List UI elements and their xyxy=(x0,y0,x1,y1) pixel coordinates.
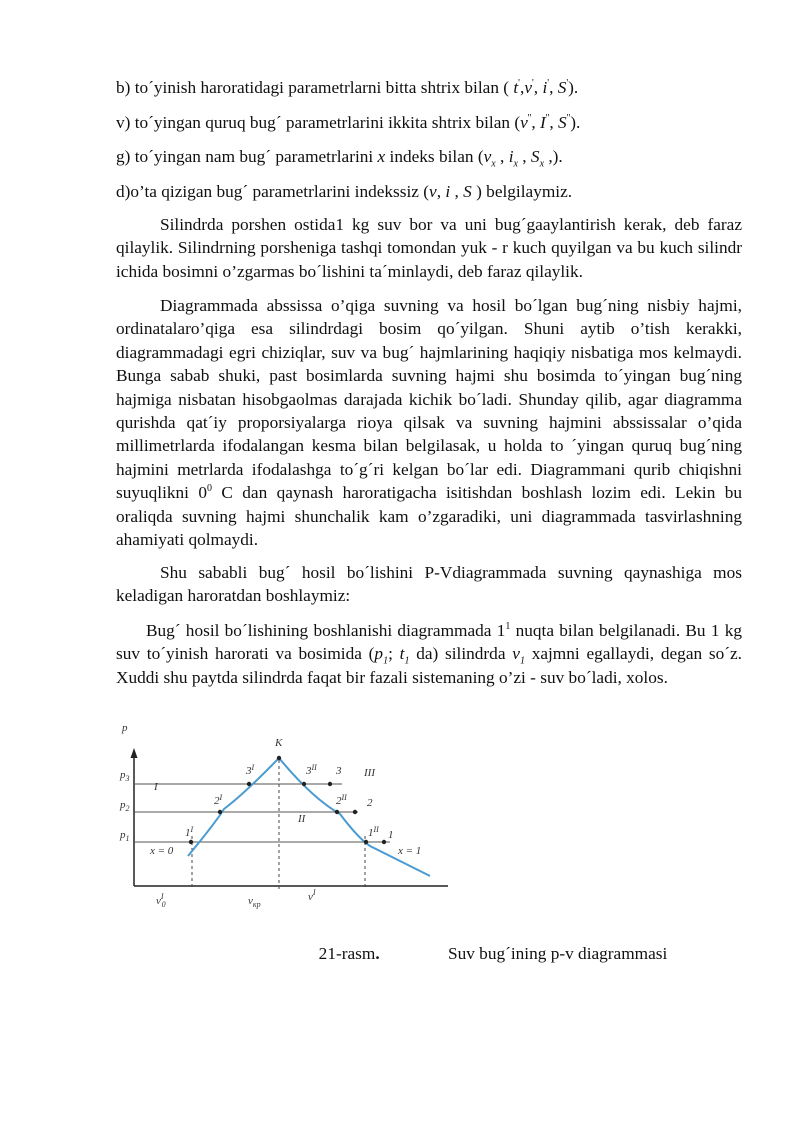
label-1-prime: $1^I$ xyxy=(185,825,194,839)
label-p2: $p_2$ xyxy=(120,799,130,813)
label-2-dprime: $2^{II}$ xyxy=(336,793,347,807)
notation-line-g: g) to´yingan nam bug´ parametrlarini x indeks bilan ($v_x$ , $i_x$ , $S_x$ ,). xyxy=(116,147,563,170)
label-v1: $v^I$ xyxy=(308,888,316,903)
pv-diagram xyxy=(112,718,452,938)
pv-diagram-svg xyxy=(112,718,452,938)
notation-line-d: d)o’ta qizigan bug´ parametrlarini indekssiz (v, i , S ) belgilaymiz. xyxy=(116,182,573,201)
region-III-label: III xyxy=(364,767,375,779)
paragraph-2: Diagrammada abssissa o’qiga suvning va hosil bo´lgan bug´ning nisbiy hajmi, ordinatalaro’qiga esa silindrdagi bosim qo´yilgan. Shuni aytib o’tish kerakki, diagrammadagi egri chiziqlar, suv va bug´ hajmlarining haqiqiy nisbatiga mos kelmaydi. Bunga sabab shuki, past bosimlarda suvning hajmi shu bosimda to´yingan bug´ning hajmiga nisbatan hisobgaolmas darajada kichik bo´ladi. Shunday qilib, agar diagramma qurishda qat´iy proporsiyalarga rioya qilsak va suvning hajmini abssissalar o’qida millimetrlarda ifodalangan kesma bilan belgilasak, u holda to ´yingan quruq bug´ning hajmini metrlarda ifodalashga to´g´ri kelgan bo´lar edi. Diagrammani qurib chiqishni suyuqlikni $0^0$ C dan qaynash haroratigacha isitishdan boshlash lozim edi. Lekin bu oraliqda suvning hajmi shunchalik kam o’zgaradiki, uni diagrammada tasvirlashning ahamiyati qolmaydi. xyxy=(116,296,742,550)
point-1-dprime xyxy=(364,840,368,844)
label-2: 2 xyxy=(367,797,373,809)
label-K: K xyxy=(275,737,283,749)
notation-line-v: v) to´yingan quruq bug´ parametrlarini ikkita shtrix bilan (v'', I'', S''). xyxy=(116,113,581,132)
label-v0: $v^I$ 0 xyxy=(156,892,166,909)
label-x1: x = 1 xyxy=(398,845,422,857)
label-p1: $p_1$ xyxy=(120,829,130,843)
point-2 xyxy=(353,810,357,814)
label-p3: $p_3$ xyxy=(120,769,130,783)
point-3-dprime xyxy=(302,782,306,786)
figure-caption: 21-rasm. Suv bug´ining p-v diagrammasi xyxy=(318,944,668,963)
point-1-prime xyxy=(189,840,193,844)
label-vkp: $v_{кр}$ xyxy=(248,895,261,909)
label-3: 3 xyxy=(336,765,342,777)
paragraph-3: Shu sababli bug´ hosil bo´lishini P-Vdiagrammada suvning qaynashiga mos keladigan haroratdan boshlaymiz: xyxy=(116,563,742,606)
point-1 xyxy=(382,840,386,844)
region-I-label: I xyxy=(154,781,158,793)
point-3 xyxy=(328,782,332,786)
label-2-prime: $2^I$ xyxy=(214,793,223,807)
label-3-dprime: $3^{II}$ xyxy=(306,763,317,777)
p-axis-label: p xyxy=(122,722,128,734)
region-II-label: II xyxy=(298,813,306,825)
point-3-prime xyxy=(247,782,251,786)
point-2-prime xyxy=(218,810,222,814)
label-1-dprime: $1^{II}$ xyxy=(368,825,379,839)
point-K xyxy=(277,756,281,760)
paragraph-4: Bug´ hosil bo´lishining boshlanishi diagrammada $1^1$ nuqta bilan belgilanadi. Bu 1 kg suv to´yinish harorati va bosimida ($p_1$; $t_1$ da) silindrda $v_1$ xajmni egallaydi, degan so´z. Xuddi shu paytda silindrda faqat bir fazali sistemaning o’zi - suv bo´ladi, xolos. xyxy=(116,621,742,687)
notation-line-b: b) to´yinish haroratidagi parametrlarni bitta shtrix bilan ( t',v', i', S'). xyxy=(116,78,579,97)
point-2-dprime xyxy=(335,810,339,814)
paragraph-1: Silindrda porshen ostida1 kg suv bor va uni bug´gaaylantirish kerak, deb faraz qilaylik. Silindrning porsheniga tashqi tomondan yuk - r kuch quyilgan va bu kuch silindr ichida bosimni o’zgarmas bo´lishini ta´minlaydi, deb faraz qilaylik. xyxy=(116,215,742,281)
p-axis-arrow xyxy=(131,748,138,758)
label-3-prime: $3^I$ xyxy=(246,763,255,777)
label-1: 1 xyxy=(388,829,394,841)
label-x0: x = 0 xyxy=(150,845,174,857)
